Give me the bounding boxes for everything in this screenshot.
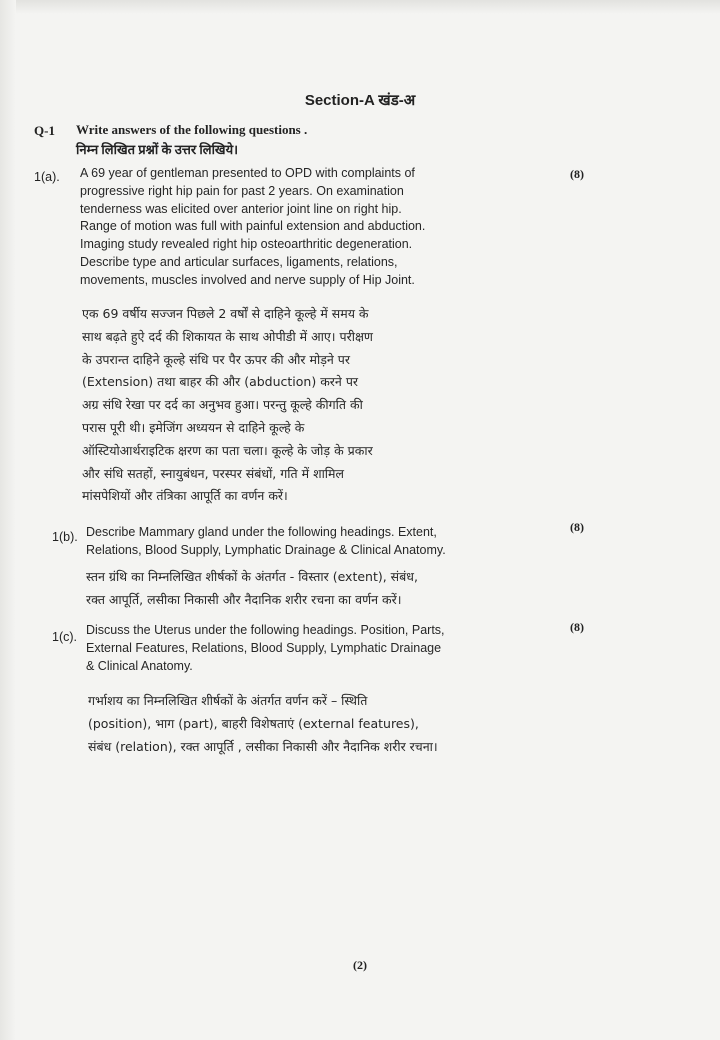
text-line: अग्र संधि रेखा पर दर्द का अनुभव हुआ। परन्तु कूल्हे कीगति की [82, 397, 363, 413]
item-number-1b: 1(b). [52, 530, 78, 544]
text-line: Range of motion was full with painful extension and abduction. [80, 219, 426, 234]
item-text-english-1b [86, 524, 556, 560]
text-line: (Extension) तथा बाहर की और (abduction) करने पर [82, 374, 359, 390]
text-line: साथ बढ़ते हुऐ दर्द की शिकायत के साथ ओपीडी में आए। परीक्षण [82, 328, 373, 344]
text-line: & Clinical Anatomy. [86, 658, 193, 673]
text-line: (position), भाग (part), बाहरी विशेषताएं (external features), [88, 715, 419, 731]
text-line: tenderness was elicited over anterior joint line on right hip. [80, 201, 402, 216]
question-instruction-hindi: निम्न लिखित प्रश्नों के उत्तर लिखिये। [76, 142, 239, 157]
text-line: गर्भाशय का निम्नलिखित शीर्षकों के अंतर्गत वर्णन करें – स्थिति [88, 693, 368, 708]
text-line: परास पूरी थी। इमेजिंग अध्ययन से दाहिने कूल्हे के [82, 419, 305, 435]
section-title: Section-A खंड-अ [304, 92, 416, 109]
text-line: Relations, Blood Supply, Lymphatic Drainage & Clinical Anatomy. [86, 542, 446, 557]
item-text-hindi-1a [82, 303, 502, 508]
text-line: ऑस्टियोआर्थराइटिक क्षरण का पता चला। कूल्हे के जोड़ के प्रकार [82, 442, 373, 458]
text-line: Describe type and articular surfaces, ligaments, relations, [80, 254, 398, 269]
text-line: External Features, Relations, Blood Supply, Lymphatic Drainage [86, 640, 442, 655]
text-line: रक्त आपूर्ति, लसीका निकासी और नैदानिक शरीर रचना का वर्णन करें। [86, 591, 402, 607]
item-text-english-1a [80, 165, 560, 290]
page-top-shadow [0, 0, 720, 14]
page-left-shadow [0, 0, 16, 1040]
item-marks-1c: (8) [570, 620, 584, 634]
text-line: एक 69 वर्षीय सज्जन पिछले 2 वर्षों से दाहिने कूल्हे में समय के [82, 306, 369, 321]
item-text-english-1c [86, 622, 556, 675]
item-number-1c: 1(c). [52, 630, 77, 644]
text-line: progressive right hip pain for past 2 years. On examination [80, 183, 404, 198]
text-line: स्तन ग्रंथि का निम्नलिखित शीर्षकों के अंतर्गत - विस्तार (extent), संबंध, [86, 569, 418, 584]
text-line: Discuss the Uterus under the following headings. Position, Parts, [86, 623, 445, 637]
text-line: मांसपेशियों और तंत्रिका आपूर्ति का वर्णन करें। [82, 488, 288, 504]
text-line: के उपरान्त दाहिने कूल्हे संधि पर पैर ऊपर की और मोड़ने पर [82, 351, 351, 367]
text-line: और संधि सतहों, स्नायुबंधन, परस्पर संबंधों, गति में शामिल [82, 465, 344, 481]
page-number: (2) [353, 958, 367, 972]
text-line: A 69 year of gentleman presented to OPD with complaints of [80, 166, 415, 180]
text-line: movements, muscles involved and nerve supply of Hip Joint. [80, 272, 415, 287]
item-marks-1b: (8) [570, 520, 584, 534]
item-text-hindi-1b [86, 566, 526, 612]
text-line: Describe Mammary gland under the following headings. Extent, [86, 525, 437, 539]
question-number: Q-1 [34, 123, 55, 138]
text-line: संबंध (relation), रक्त आपूर्ति , लसीका निकासी और नैदानिक शरीर रचना। [88, 738, 438, 754]
question-instruction-english: Write answers of the following questions . [76, 122, 308, 137]
item-number-1a: 1(a). [34, 170, 60, 184]
text-line: Imaging study revealed right hip osteoarthritic degeneration. [80, 237, 413, 252]
item-marks-1a: (8) [570, 167, 584, 181]
item-text-hindi-1c [88, 690, 538, 758]
